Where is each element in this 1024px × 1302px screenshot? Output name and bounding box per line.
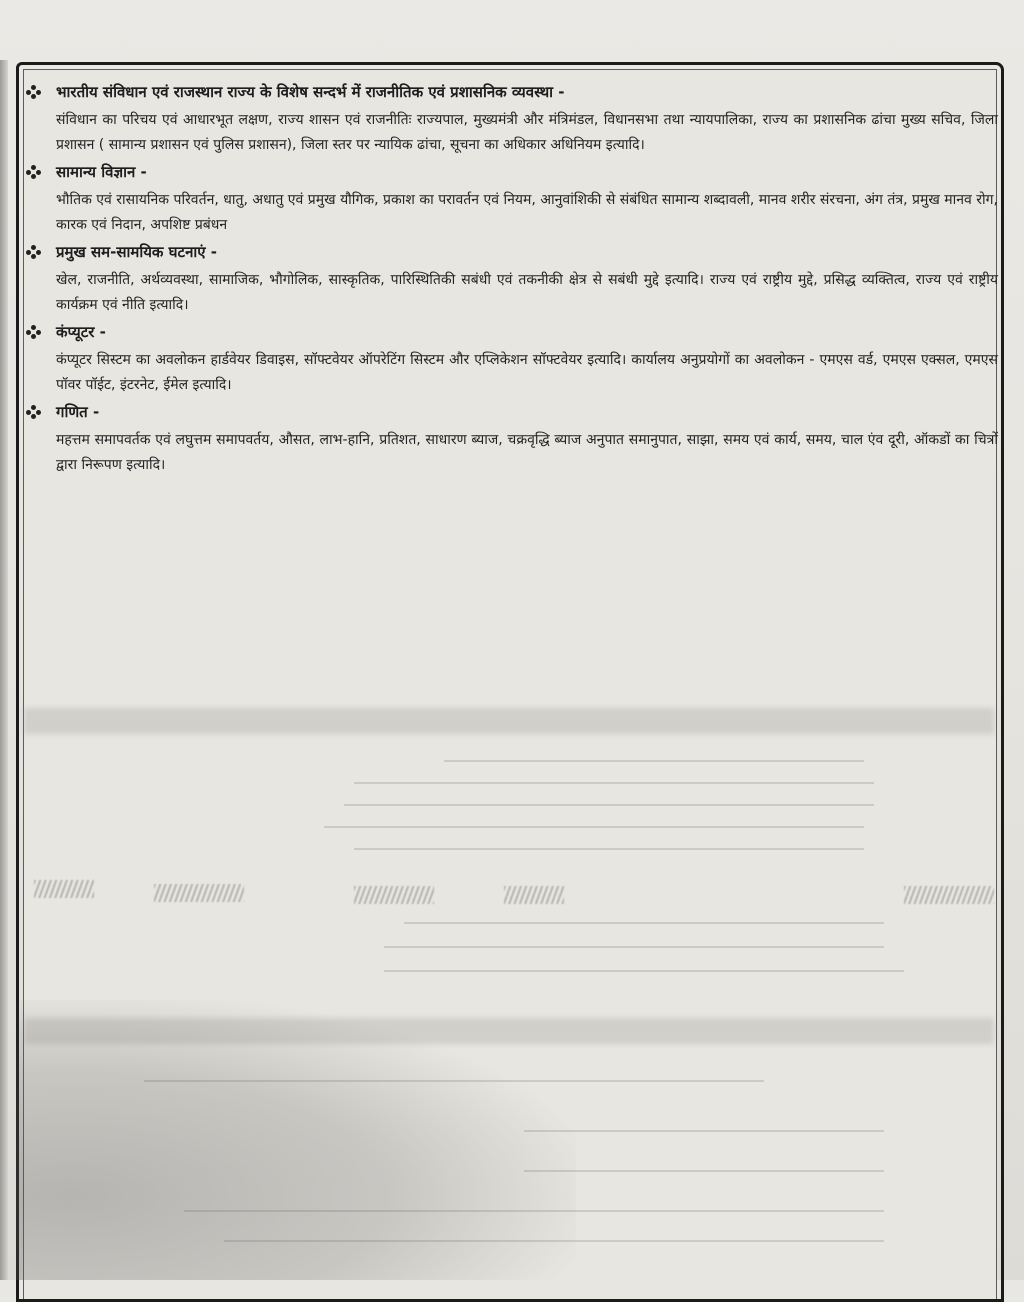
diamond-dots-bullet-icon	[26, 165, 48, 179]
section-heading-text: गणित -	[56, 403, 100, 421]
diamond-dots-bullet-icon	[26, 245, 48, 259]
section-computer	[24, 318, 1000, 398]
section-heading	[24, 318, 1000, 346]
diamond-dots-bullet-icon	[26, 85, 48, 99]
section-body: कंप्यूटर सिस्टम का अवलोकन हार्डवेयर डिवाइस, सॉफ्टवेयर ऑपरेटिंग सिस्टम और एप्लिकेशन सॉफ्टवेयर इत्यादि। कार्यालय अनुप्रयोगों का अवलोकन - एमएस वर्ड, एमएस एक्सल, एमएस पॉवर पॉईट, इंटरनेट, ईमेल इत्यादि।	[56, 352, 998, 393]
syllabus-content	[24, 78, 1000, 478]
section-body: महत्तम समापवर्तक एवं लघुत्तम समापवर्तय, औसत, लाभ-हानि, प्रतिशत, साधारण ब्याज, चक्रवृद्धि ब्याज अनुपात समानुपात, साझा, समय एवं कार्य, समय, चाल एंव दूरी, ऑकडों का चित्रों द्वारा निरूपण इत्यादि।	[56, 432, 998, 473]
section-heading	[24, 398, 1000, 426]
section-heading-text: भारतीय संविधान एवं राजस्थान राज्य के विशेष सन्दर्भ में राजनीतिक एवं प्रशासनिक व्यवस्था -	[56, 83, 565, 101]
section-heading-text: सामान्य विज्ञान -	[56, 163, 147, 181]
section-current-affairs	[24, 238, 1000, 318]
diamond-dots-bullet-icon	[26, 325, 48, 339]
section-heading	[24, 238, 1000, 266]
page-edge	[0, 60, 8, 1280]
diamond-dots-bullet-icon	[26, 405, 48, 419]
section-general-science	[24, 158, 1000, 238]
section-polity	[24, 78, 1000, 158]
section-heading	[24, 158, 1000, 186]
section-mathematics	[24, 398, 1000, 478]
section-body: संविधान का परिचय एवं आधारभूत लक्षण, राज्य शासन एवं राजनीतिः राज्यपाल, मुख्यमंत्री और मंत्रिमंडल, विधानसभा तथा न्यायपालिका, राज्य का प्रशासनिक ढांचा मुख्य सचिव, जिला प्रशासन ( सामान्य प्रशासन एवं पुलिस प्रशासन), जिला स्तर पर न्यायिक ढांचा, सूचना का अधिकार अधिनियम इत्यादि।	[56, 112, 998, 153]
section-body: भौतिक एवं रासायनिक परिवर्तन, धातु, अधातु एवं प्रमुख यौगिक, प्रकाश का परावर्तन एवं नियम, आनुवांशिकी से संबंधित सामान्य शब्दावली, मानव शरीर संरचना, अंग तंत्र, प्रमुख मानव रोग, कारक एवं निदान, अपशिष्ट प्रबंधन	[56, 192, 998, 233]
section-heading-text: कंप्यूटर -	[56, 323, 106, 341]
section-body: खेल, राजनीति, अर्थव्यवस्था, सामाजिक, भौगोलिक, सास्कृतिक, पारिस्थितिकी सबंधी एवं तकनीकी क्षेत्र से सबंधी मुद्दे इत्यादि। राज्य एवं राष्ट्रीय मुद्दे, प्रसिद्ध व्यक्तित्व, राज्य एवं राष्ट्रीय कार्यक्रम एवं नीति इत्यादि।	[56, 272, 998, 313]
section-heading-text: प्रमुख सम-सामयिक घटनाएं -	[56, 243, 218, 261]
section-heading	[24, 78, 1000, 106]
